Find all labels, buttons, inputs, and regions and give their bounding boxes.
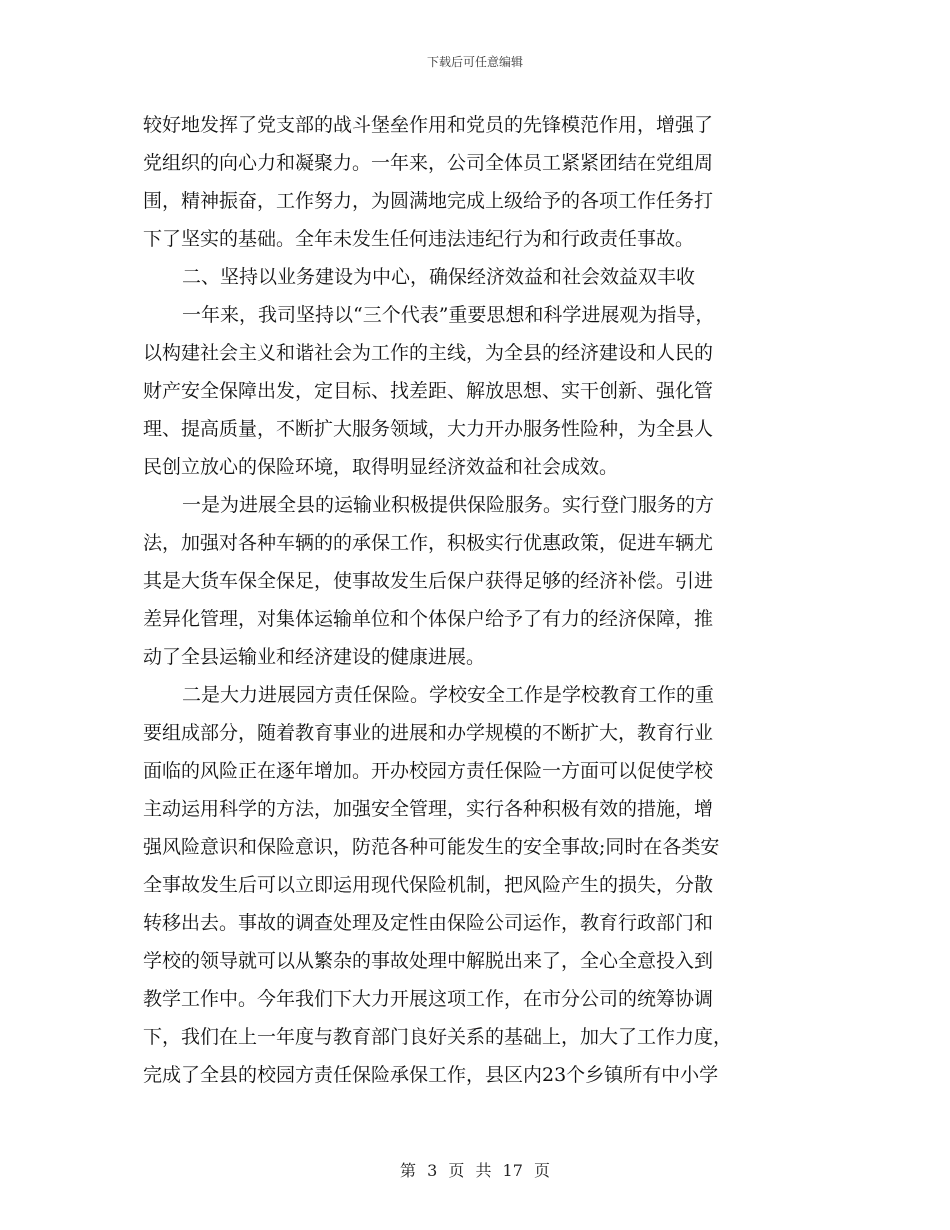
text-line: 财产安全保障出发，定目标、找差距、解放思想、实干创新、强化管 (143, 380, 714, 402)
text-line: 民创立放心的保险环境，取得明显经济效益和社会成效。 (143, 456, 619, 478)
text-line: 面临的风险正在逐年增加。开办校园方责任保险一方面可以促使学校 (143, 760, 714, 782)
text-line: 学校的领导就可以从繁杂的事故处理中解脱出来了，全心全意投入到 (143, 950, 714, 972)
document-body (143, 106, 808, 1094)
text-line: 主动运用科学的方法，加强安全管理，实行各种积极有效的措施，增 (143, 798, 714, 820)
text-line: 理、提高质量，不断扩大服务领域，大力开办服务性险种，为全县人 (143, 418, 714, 440)
text-line: 下，我们在上一年度与教育部门良好关系的基础上，加大了工作力度， (143, 1026, 733, 1048)
text-line: 一年来，我司坚持以“三个代表”重要思想和科学进展观为指导， (182, 304, 715, 326)
section-heading: 二、坚持以业务建设为中心，确保经济效益和社会效益双丰收 (182, 266, 696, 288)
text-line: 二是大力进展园方责任保险。学校安全工作是学校教育工作的重 (182, 684, 715, 706)
text-line: 动了全县运输业和经济建设的健康进展。 (143, 646, 486, 668)
text-line: 全事故发生后可以立即运用现代保险机制，把风险产生的损失，分散 (143, 874, 714, 896)
page-footer: 第 3 页 共 17 页 (400, 1161, 550, 1180)
text-line: 一是为进展全县的运输业积极提供保险服务。实行登门服务的方 (182, 494, 715, 516)
text-line: 强风险意识和保险意识，防范各种可能发生的安全事故;同时在各类安 (143, 836, 720, 858)
text-line: 要组成部分，随着教育事业的进展和办学规模的不断扩大，教育行业 (143, 722, 714, 744)
text-line: 围，精神振奋，工作努力，为圆满地完成上级给予的各项工作任务打 (143, 190, 714, 212)
page-header: 下载后可任意编辑 (426, 55, 523, 69)
text-line: 以构建社会主义和谐社会为工作的主线，为全县的经济建设和人民的 (143, 342, 714, 364)
text-line: 党组织的向心力和凝聚力。一年来，公司全体员工紧紧团结在党组周 (143, 152, 714, 174)
text-line: 较好地发挥了党支部的战斗堡垒作用和党员的先锋模范作用，增强了 (143, 114, 714, 136)
text-line: 教学工作中。今年我们下大力开展这项工作，在市分公司的统筹协调 (143, 988, 714, 1010)
text-line: 下了坚实的基础。全年未发生任何违法违纪行为和行政责任事故。 (143, 228, 695, 250)
text-line: 差异化管理，对集体运输单位和个体保户给予了有力的经济保障，推 (143, 608, 714, 630)
text-line: 转移出去。事故的调查处理及定性由保险公司运作，教育行政部门和 (143, 912, 714, 934)
text-line: 其是大货车保全保足，使事故发生后保户获得足够的经济补偿。引进 (143, 570, 714, 592)
text-line: 法，加强对各种车辆的的承保工作，积极实行优惠政策，促进车辆尤 (143, 532, 714, 554)
text-line: 完成了全县的校园方责任保险承保工作，县区内23个乡镇所有中小学 (143, 1064, 719, 1086)
